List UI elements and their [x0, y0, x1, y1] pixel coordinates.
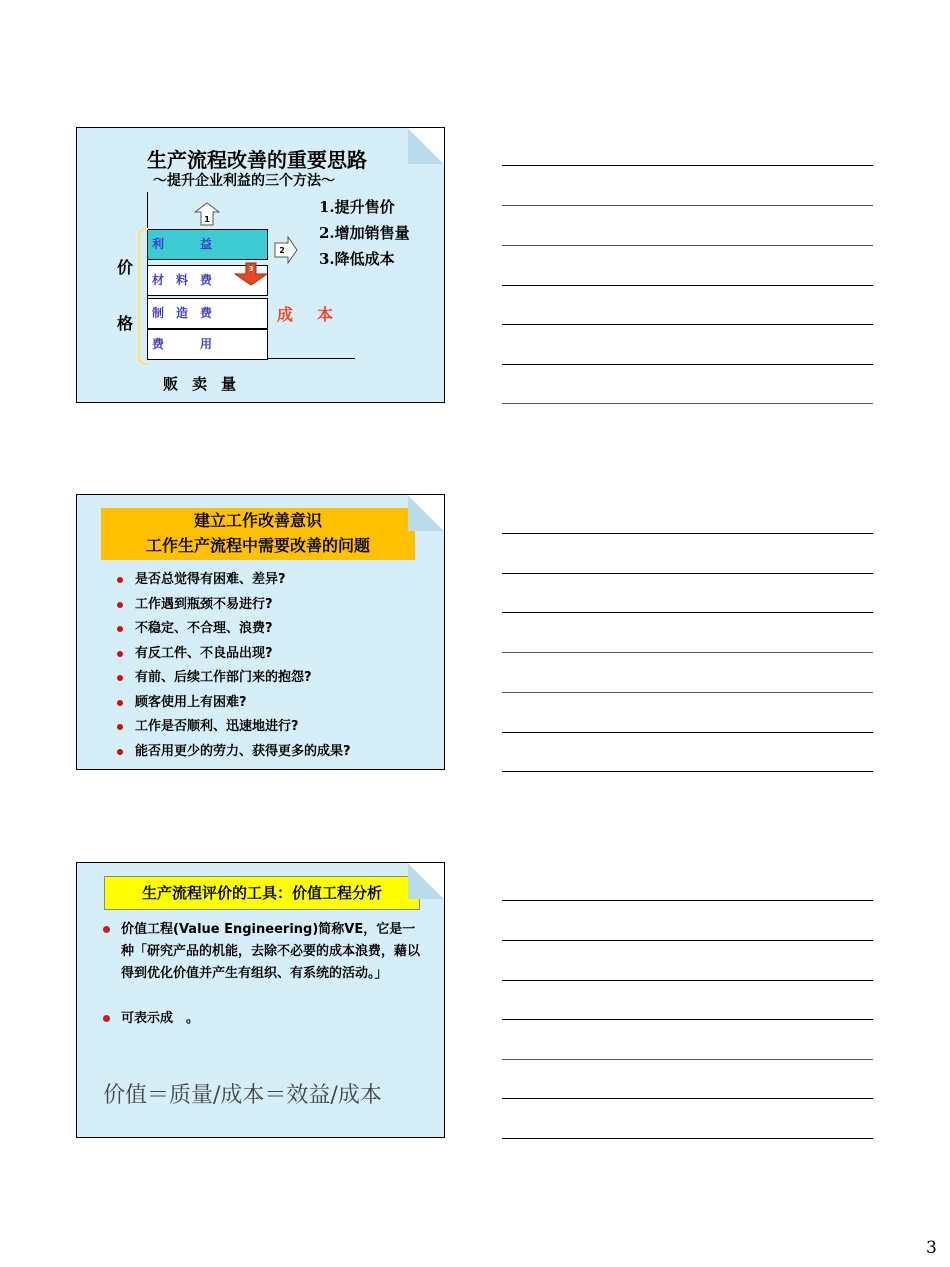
slide-1-title: 生产流程改善的重要思路 [147, 148, 367, 172]
list-item: 有反工件、不良品出现? [117, 642, 351, 667]
note-line [502, 1059, 873, 1060]
arrow-1-label: 1 [204, 215, 210, 224]
problem-list [117, 568, 351, 764]
slide-2-heading-line1: 建立工作改善意识 [193, 511, 322, 530]
note-line [502, 771, 873, 772]
bullet-icon [117, 675, 123, 681]
note-line [502, 732, 873, 733]
note-line [502, 1138, 873, 1139]
list-item: 有前、后续工作部门来的抱怨? [117, 666, 351, 691]
manufacturing-cost-cell: 制 造 费 [147, 298, 268, 329]
arrow-down-icon [234, 262, 268, 286]
note-line [502, 612, 873, 613]
arrow-up-icon [194, 202, 220, 226]
note-line [502, 940, 873, 941]
value-formula: 价值＝质量/成本＝效益/成本 [103, 1083, 382, 1108]
y-label-price-1: 价 [117, 258, 134, 277]
list-item: 工作是否顺利、迅速地进行? [117, 715, 351, 740]
note-line [502, 1098, 873, 1099]
slide-2-heading-line2: 工作生产流程中需要改善的问题 [145, 536, 370, 555]
note-line [502, 900, 873, 901]
bullet-icon [117, 602, 123, 608]
bullet-icon [117, 577, 123, 583]
slide-3-heading: 生产流程评价的工具：价值工程分析 [104, 876, 420, 910]
note-line [502, 324, 873, 325]
slide-1-subtitle: ～提升企业利益的三个方法～ [153, 173, 335, 189]
y-label-price-2: 格 [117, 314, 134, 333]
method-2: 2.增加销售量 [319, 224, 410, 242]
expense-cell: 费 用 [147, 329, 268, 360]
note-line [502, 403, 873, 404]
note-line [502, 245, 873, 246]
page-number: 3 [926, 1238, 937, 1258]
list-item: 顾客使用上有困难? [117, 691, 351, 716]
note-line [502, 533, 873, 534]
note-line [502, 692, 873, 693]
note-line [502, 165, 873, 166]
note-line [502, 652, 873, 653]
note-line [502, 1019, 873, 1020]
bullet-icon [117, 651, 123, 657]
arrow-right-icon [274, 236, 298, 264]
material-cost-cell: 材 料 费 [147, 265, 268, 296]
list-item: 是否总觉得有困难、差异? [117, 568, 351, 593]
profit-cell: 利 益 [147, 229, 268, 260]
list-item: 不稳定、不合理、浪费? [117, 617, 351, 642]
x-label-sales-volume: 贩卖量 [163, 375, 251, 393]
bullet-icon [117, 724, 123, 730]
arrow-3-label: 3 [248, 265, 254, 273]
slide-3 [76, 862, 445, 1138]
method-1: 1.提升售价 [319, 198, 395, 216]
note-line [502, 205, 873, 206]
list-item: 工作遇到瓶颈不易进行? [117, 593, 351, 618]
cost-label: 成本 [277, 305, 358, 324]
arrow-2-label: 2 [279, 246, 285, 255]
bullet-icon [117, 700, 123, 706]
ve-definition-paragraph: 价值工程(Value Engineering)简称VE，它是一种「研究产品的机能，去除不必要的成本浪费，藉以得到优化价值并产生有组织、有系统的活动。」 [103, 919, 425, 985]
method-3: 3.降低成本 [319, 250, 395, 268]
price-brace [138, 228, 148, 365]
slide-2 [76, 494, 445, 770]
slide-1 [76, 127, 445, 403]
bullet-icon [103, 1015, 110, 1022]
bullet-icon [103, 926, 110, 933]
bullet-icon [117, 626, 123, 632]
note-line [502, 285, 873, 286]
list-item: 能否用更少的劳力、获得更多的成果? [117, 740, 351, 765]
note-line [502, 364, 873, 365]
bullet-icon [117, 749, 123, 755]
note-line [502, 573, 873, 574]
note-line [502, 980, 873, 981]
slide-2-heading [101, 508, 415, 560]
expression-paragraph: 可表示成 。 [103, 1008, 425, 1030]
